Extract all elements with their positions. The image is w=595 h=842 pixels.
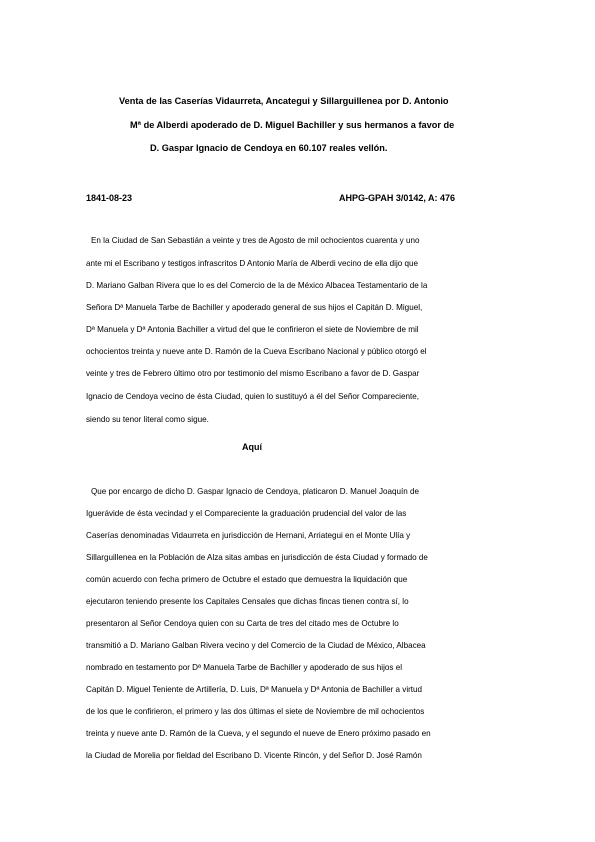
paragraph-1-line: siendo su tenor literal como sigue. xyxy=(86,415,209,424)
paragraph-2-line: treinta y nueve ante D. Ramón de la Cueva, y el segundo el nueve de Enero próximo pasado en xyxy=(86,729,431,738)
paragraph-1-line: ochocientos treinta y nueve ante D. Ramón de la Cueva Escribano Nacional y público otorgó el xyxy=(86,347,427,356)
document-date: 1841-08-23 xyxy=(86,193,133,203)
paragraph-2-line: Iguerávide de ésta vecindad y el Compareciente la graduación prudencial del valor de las xyxy=(86,509,407,518)
paragraph-2-line: la Ciudad de Morelia por fieldad del Escribano D. Vicente Rincón, y del Señor D. José Ramón xyxy=(86,751,422,760)
paragraph-2-line: presentaron al Señor Cendoya quien con su Carta de tres del citado mes de Octubre lo xyxy=(86,619,399,628)
paragraph-2-line: ejecutaron teniendo presente los Capitales Censales que dichas fincas tienen contra sí, lo xyxy=(86,597,409,606)
paragraph-1-line: En la Ciudad de San Sebastián a veinte y tres de Agosto de mil ochocientos cuarenta y uno xyxy=(91,236,420,245)
paragraph-2-line: nombrado en testamento por Dª Manuela Tarbe de Bachiller y apoderado de sus hijos el xyxy=(86,663,402,672)
document-title-line-3: D. Gaspar Ignacio de Cendoya en 60.107 reales vellón. xyxy=(150,143,388,153)
document-title-line-2: Mª de Alberdi apoderado de D. Miguel Bachiller y sus hermanos a favor de xyxy=(130,120,455,130)
paragraph-2-line: transmitió a D. Mariano Galban Rivera vecino y del Comercio de la Ciudad de México, Albacea xyxy=(86,641,426,650)
paragraph-2-line: de los que le confirieron, el primero y las dos últimas el siete de Noviembre de mil ochocientos xyxy=(86,707,425,716)
paragraph-1-line: ante mi el Escribano y testigos infrascritos D Antonio María de Alberdi vecino de ella dijo que xyxy=(86,259,419,268)
paragraph-1-line: Dª Manuela y Dª Antonia Bachiller a virtud del que le confirieron el siete de Noviembre de mil xyxy=(86,325,419,334)
paragraph-1-line: D. Mariano Galban Rivera que lo es del Comercio de la de México Albacea Testamentario de la xyxy=(86,281,428,290)
paragraph-2-line: Caserías denominadas Vidaurreta en jurisdicción de Hernani, Arriategui en el Monte Ulía y xyxy=(86,531,411,540)
paragraph-2-line: Sillarguillenea en la Población de Alza sitas ambas en jurisdicción de ésta Ciudad y formado de xyxy=(86,553,428,562)
paragraph-2-line: Capitán D. Miguel Teniente de Artillería, D. Luis, Dª Manuela y Dª Antonia de Bachiller a virtud xyxy=(86,685,423,694)
paragraph-1-line: veinte y tres de Febrero último otro por testimonio del mismo Escribano a favor de D. Gaspar xyxy=(86,369,420,378)
aqui-heading: Aquí xyxy=(242,442,262,452)
document-title-line-1: Venta de las Caserías Vidaurreta, Ancategui y Sillarguillenea por D. Antonio xyxy=(119,96,449,106)
paragraph-2-line: Que por encargo de dicho D. Gaspar Ignacio de Cendoya, platicaron D. Manuel Joaquín de xyxy=(91,487,420,496)
paragraph-2-line: común acuerdo con fecha primero de Octubre el estado que demuestra la liquidación que xyxy=(86,575,408,584)
paragraph-1-line: Señora Dª Manuela Tarbe de Bachiller y apoderado general de sus hijos el Capitán D. Miguel, xyxy=(86,303,423,312)
paragraph-1-line: Ignacio de Cendoya vecino de ésta Ciudad, quien lo sustituyó a él del Señor Compareciente, xyxy=(86,392,419,401)
archive-reference: AHPG-GPAH 3/0142, A: 476 xyxy=(339,193,456,203)
